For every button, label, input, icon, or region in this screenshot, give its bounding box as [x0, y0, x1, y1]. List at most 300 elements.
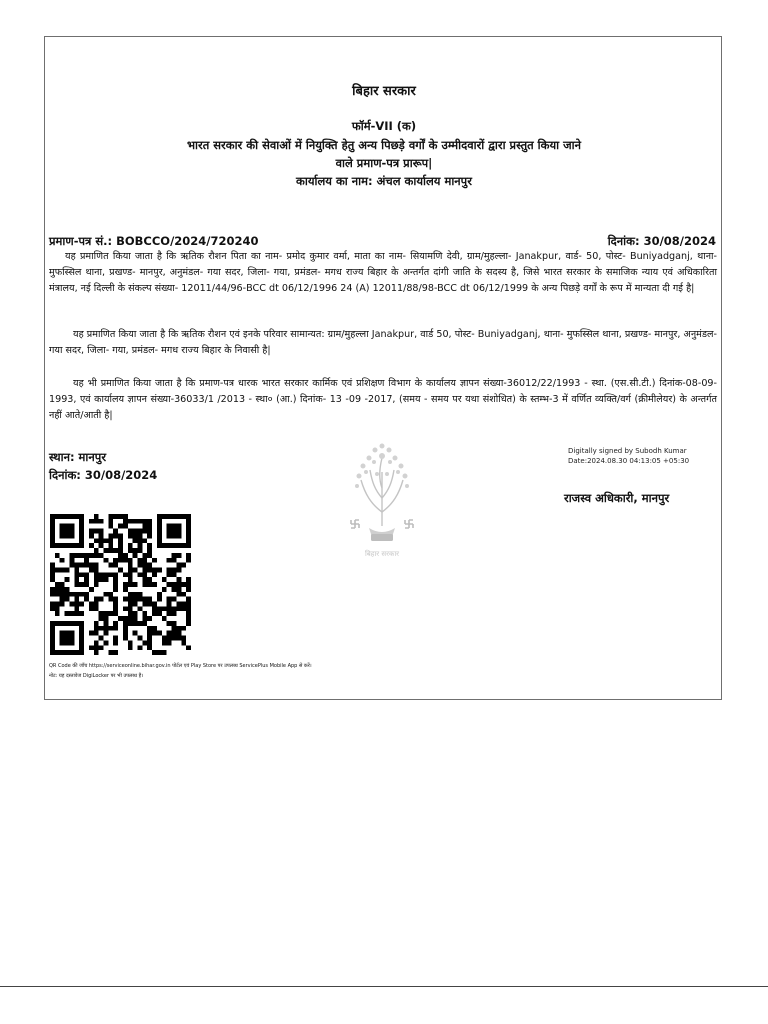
qr-module [186, 538, 191, 543]
qr-module [186, 597, 191, 602]
qr-module [60, 640, 65, 645]
qr-module [103, 577, 108, 582]
qr-module [55, 592, 60, 597]
qr-module [152, 626, 157, 631]
qr-module [55, 587, 60, 592]
qr-module [133, 582, 138, 587]
qr-module [123, 553, 128, 558]
qr-module [99, 597, 104, 602]
qr-module [79, 553, 84, 558]
qr-module [65, 587, 70, 592]
qr-module [79, 533, 84, 538]
qr-module [172, 631, 177, 636]
qr-module [128, 567, 133, 572]
qr-module [181, 626, 186, 631]
qr-module [118, 538, 123, 543]
qr-note-line-2: नोट: यह दस्तावेज DigiLocker पर भी उपलब्ध है। [49, 673, 144, 679]
qr-module [89, 567, 94, 572]
qr-module [142, 529, 147, 534]
qr-module [69, 563, 74, 568]
qr-module [147, 543, 152, 548]
qr-module [128, 543, 133, 548]
qr-module [147, 626, 152, 631]
qr-module [133, 611, 138, 616]
paragraph-caste: यह प्रमाणित किया जाता है कि ऋतिक रौशन पिता का नाम- प्रमोद कुमार वर्मा, माता का नाम- सियामणि देवी, ग्राम/मुहल्ला- Janakpur, वार्ड- 50, पोस्ट- Buniyadganj, थाना- मुफस्सिल थाना, प्रखण्ड- मानपुर, अनुमंडल- गया सदर, जिला- गया, प्रमंडल- मगध राज्य बिहार के अन्तर्गत दांगी जाति के सदस्य है, जिसे भारत सरकार के समाजिक न्याय एवं अधिकारिता मंत्रालय, नई दिल्ली के संकल्प संख्या- 12011/44/96-BCC dt 06/12/1996 24 (A) 12011/88/98-BCC dt 06/12/1999 के अन्य पिछड़े वर्गों के रूप में मान्यता दी गई है| [49, 251, 717, 294]
qr-module [103, 626, 108, 631]
qr-module [50, 572, 55, 577]
qr-module [186, 543, 191, 548]
qr-module [172, 572, 177, 577]
certificate-number: प्रमाण-पत्र सं.: BOBCCO/2024/720240 [49, 234, 259, 248]
qr-module [123, 587, 128, 592]
page-bottom-rule [0, 986, 768, 987]
qr-module [123, 582, 128, 587]
qr-module [84, 592, 89, 597]
qr-module [50, 592, 55, 597]
verification-qr-code[interactable] [50, 512, 191, 657]
qr-module [74, 543, 79, 548]
qr-module [94, 645, 99, 650]
qr-module [65, 597, 70, 602]
issuing-officer: राजस्व अधिकारी, मानपुर [564, 491, 670, 505]
qr-module [99, 616, 104, 621]
qr-module [113, 650, 118, 655]
qr-module [172, 636, 177, 641]
qr-module [128, 577, 133, 582]
qr-module [157, 631, 162, 636]
qr-module [118, 567, 123, 572]
qr-module [142, 572, 147, 577]
qr-module [65, 592, 70, 597]
qr-module [60, 567, 65, 572]
qr-module [94, 529, 99, 534]
qr-module [138, 538, 143, 543]
qr-module [65, 640, 70, 645]
qr-module [142, 611, 147, 616]
qr-module [133, 548, 138, 553]
qr-module [186, 529, 191, 534]
qr-module [152, 650, 157, 655]
qr-module [79, 645, 84, 650]
qr-module [186, 533, 191, 538]
qr-module [138, 636, 143, 641]
certificate-title [45, 136, 723, 172]
qr-module [123, 519, 128, 524]
qr-module [147, 577, 152, 582]
qr-module [99, 533, 104, 538]
qr-module [128, 572, 133, 577]
qr-module [55, 582, 60, 587]
qr-module [99, 645, 104, 650]
qr-module [128, 645, 133, 650]
qr-module [138, 621, 143, 626]
qr-module [84, 597, 89, 602]
qr-module [60, 543, 65, 548]
government-heading: बिहार सरकार [352, 84, 416, 99]
qr-module [167, 572, 172, 577]
qr-module [50, 563, 55, 568]
qr-module [94, 563, 99, 568]
qr-module [65, 543, 70, 548]
qr-module [147, 519, 152, 524]
qr-module [103, 572, 108, 577]
qr-module [172, 626, 177, 631]
qr-module [50, 602, 55, 607]
qr-module [186, 587, 191, 592]
qr-module [186, 616, 191, 621]
qr-module [55, 567, 60, 572]
qr-module [50, 650, 55, 655]
qr-module [79, 543, 84, 548]
qr-module [142, 553, 147, 558]
qr-module [50, 631, 55, 636]
qr-module [65, 533, 70, 538]
qr-module [147, 602, 152, 607]
qr-module [176, 636, 181, 641]
qr-module [99, 538, 104, 543]
qr-module [157, 514, 162, 519]
title-line-2: वाले प्रमाण-पत्र प्रारूप| [335, 156, 433, 170]
qr-module [128, 548, 133, 553]
qr-module [147, 640, 152, 645]
qr-module [99, 611, 104, 616]
qr-module [50, 533, 55, 538]
qr-module [69, 533, 74, 538]
qr-module [89, 563, 94, 568]
qr-module [69, 553, 74, 558]
qr-module [128, 621, 133, 626]
qr-module [60, 582, 65, 587]
qr-module [74, 621, 79, 626]
qr-module [84, 572, 89, 577]
qr-module [142, 524, 147, 529]
qr-module [133, 592, 138, 597]
qr-module [176, 631, 181, 636]
office-name: कार्यालय का नाम: अंचल कार्यालय मानपुर [296, 174, 472, 188]
qr-module [69, 640, 74, 645]
qr-module [176, 606, 181, 611]
qr-module [65, 621, 70, 626]
qr-module [113, 548, 118, 553]
qr-module [79, 529, 84, 534]
qr-module [74, 606, 79, 611]
qr-module [103, 538, 108, 543]
qr-module [128, 592, 133, 597]
qr-module [69, 592, 74, 597]
qr-module [50, 636, 55, 641]
qr-module [69, 611, 74, 616]
qr-module [176, 577, 181, 582]
qr-module [167, 631, 172, 636]
qr-module [167, 621, 172, 626]
qr-module [113, 602, 118, 607]
qr-module [108, 543, 113, 548]
qr-module [142, 602, 147, 607]
qr-module [176, 582, 181, 587]
qr-module [94, 538, 99, 543]
qr-module [69, 650, 74, 655]
qr-module [55, 514, 60, 519]
qr-module [186, 606, 191, 611]
qr-module [147, 567, 152, 572]
qr-module [176, 592, 181, 597]
qr-module [152, 602, 157, 607]
qr-module [74, 597, 79, 602]
qr-module [113, 577, 118, 582]
qr-module [94, 640, 99, 645]
qr-module [79, 636, 84, 641]
qr-module [167, 533, 172, 538]
qr-module [172, 553, 177, 558]
qr-module [94, 606, 99, 611]
qr-module [108, 597, 113, 602]
qr-module [79, 572, 84, 577]
qr-module [128, 597, 133, 602]
qr-module [113, 587, 118, 592]
qr-module [138, 548, 143, 553]
qr-module [142, 538, 147, 543]
qr-module [65, 529, 70, 534]
qr-module [147, 529, 152, 534]
qr-module [167, 597, 172, 602]
qr-module [79, 621, 84, 626]
qr-module [60, 524, 65, 529]
qr-module [152, 631, 157, 636]
qr-module [181, 636, 186, 641]
qr-module [172, 582, 177, 587]
qr-module [89, 543, 94, 548]
qr-module [167, 529, 172, 534]
qr-module [142, 582, 147, 587]
issue-date-label: दिनांक: 30/08/2024 [49, 468, 158, 482]
qr-module [181, 602, 186, 607]
qr-module [89, 529, 94, 534]
qr-module [113, 606, 118, 611]
qr-module [118, 548, 123, 553]
qr-module [69, 514, 74, 519]
qr-module [99, 577, 104, 582]
qr-module [162, 640, 167, 645]
qr-module [74, 567, 79, 572]
qr-module [172, 587, 177, 592]
qr-module [74, 592, 79, 597]
qr-module [118, 553, 123, 558]
qr-module [50, 524, 55, 529]
qr-module [176, 587, 181, 592]
qr-module [103, 611, 108, 616]
qr-module [69, 558, 74, 563]
qr-module [113, 514, 118, 519]
qr-module [94, 519, 99, 524]
qr-module [152, 558, 157, 563]
qr-module [103, 558, 108, 563]
qr-module [108, 519, 113, 524]
qr-module [50, 645, 55, 650]
qr-module [147, 553, 152, 558]
qr-module [186, 514, 191, 519]
qr-module [157, 606, 162, 611]
qr-module [186, 602, 191, 607]
qr-module [60, 636, 65, 641]
qr-module [103, 631, 108, 636]
qr-module [142, 640, 147, 645]
qr-module [128, 611, 133, 616]
qr-module [118, 558, 123, 563]
qr-module [99, 529, 104, 534]
qr-module [147, 631, 152, 636]
qr-module [181, 582, 186, 587]
qr-module [60, 592, 65, 597]
qr-module [157, 538, 162, 543]
qr-module [60, 597, 65, 602]
qr-module [138, 645, 143, 650]
qr-module [176, 626, 181, 631]
qr-module [142, 563, 147, 568]
qr-module [157, 543, 162, 548]
qr-module [79, 538, 84, 543]
qr-module [55, 543, 60, 548]
qr-module [157, 519, 162, 524]
qr-module [60, 529, 65, 534]
qr-module [108, 533, 113, 538]
qr-module [55, 606, 60, 611]
qr-module [94, 631, 99, 636]
qr-module [65, 636, 70, 641]
qr-module [118, 616, 123, 621]
qr-module [60, 514, 65, 519]
qr-module [60, 558, 65, 563]
qr-module [162, 577, 167, 582]
qr-module [186, 577, 191, 582]
qr-module [162, 616, 167, 621]
qr-module [65, 650, 70, 655]
qr-module [186, 645, 191, 650]
qr-module [133, 567, 138, 572]
qr-module [142, 558, 147, 563]
qr-module [84, 558, 89, 563]
qr-module [157, 611, 162, 616]
qr-module [152, 606, 157, 611]
qr-module [108, 538, 113, 543]
qr-module [113, 597, 118, 602]
qr-module [181, 514, 186, 519]
qr-module [50, 606, 55, 611]
qr-module [152, 582, 157, 587]
qr-module [152, 572, 157, 577]
qr-module [94, 577, 99, 582]
qr-module [181, 640, 186, 645]
qr-module [138, 529, 143, 534]
qr-module [123, 616, 128, 621]
qr-module [118, 514, 123, 519]
qr-module [79, 640, 84, 645]
qr-module [65, 611, 70, 616]
qr-module [186, 582, 191, 587]
qr-module [79, 631, 84, 636]
qr-module [138, 533, 143, 538]
qr-module [103, 592, 108, 597]
qr-module [103, 548, 108, 553]
qr-module [162, 587, 167, 592]
qr-module [79, 602, 84, 607]
qr-module [172, 606, 177, 611]
qr-module [103, 640, 108, 645]
qr-module [128, 519, 133, 524]
qr-module [167, 524, 172, 529]
qr-module [172, 611, 177, 616]
qr-module [176, 524, 181, 529]
qr-module [181, 606, 186, 611]
qr-module [138, 606, 143, 611]
qr-module [128, 602, 133, 607]
qr-module [103, 616, 108, 621]
qr-module [60, 631, 65, 636]
qr-module [167, 582, 172, 587]
qr-module [133, 631, 138, 636]
qr-module [138, 558, 143, 563]
qr-module [167, 602, 172, 607]
qr-module [50, 587, 55, 592]
qr-module [99, 626, 104, 631]
qr-module [84, 582, 89, 587]
qr-module [118, 524, 123, 529]
qr-module [55, 553, 60, 558]
qr-module [55, 621, 60, 626]
qr-module [142, 621, 147, 626]
qr-module [181, 563, 186, 568]
qr-module [79, 611, 84, 616]
qr-module [69, 636, 74, 641]
qr-verification-note [49, 661, 312, 681]
qr-module [147, 582, 152, 587]
qr-module [128, 616, 133, 621]
qr-module [167, 543, 172, 548]
qr-module [167, 567, 172, 572]
qr-module [157, 529, 162, 534]
qr-module [176, 553, 181, 558]
qr-module [162, 606, 167, 611]
qr-module [113, 621, 118, 626]
qr-module [147, 563, 152, 568]
qr-module [69, 529, 74, 534]
qr-module [133, 529, 138, 534]
paragraph-residence: यह प्रमाणित किया जाता है कि ऋतिक रौशन एवं इनके परिवार सामान्यत: ग्राम/मुहल्ला Janakpur, वार्ड 50, पोस्ट- Buniyadganj, थाना- मुफस्सिल थाना, प्रखण्ड- मानपुर, अनुमंडल- गया सदर, जिला- गया, प्रमंडल- मगध राज्य बिहार के निवासी है| [49, 329, 717, 356]
qr-module [113, 640, 118, 645]
qr-module [65, 567, 70, 572]
qr-module [65, 524, 70, 529]
qr-module [167, 514, 172, 519]
qr-module [79, 519, 84, 524]
qr-module [176, 563, 181, 568]
qr-module [172, 597, 177, 602]
qr-module [55, 650, 60, 655]
qr-module [147, 524, 152, 529]
qr-module [167, 558, 172, 563]
qr-module [89, 519, 94, 524]
qr-module [172, 529, 177, 534]
qr-module [172, 567, 177, 572]
qr-module [113, 558, 118, 563]
qr-module [50, 514, 55, 519]
qr-module [142, 519, 147, 524]
qr-module [113, 582, 118, 587]
qr-module [118, 543, 123, 548]
qr-module [74, 577, 79, 582]
qr-module [128, 606, 133, 611]
qr-module [138, 572, 143, 577]
qr-module [60, 621, 65, 626]
qr-module [113, 626, 118, 631]
